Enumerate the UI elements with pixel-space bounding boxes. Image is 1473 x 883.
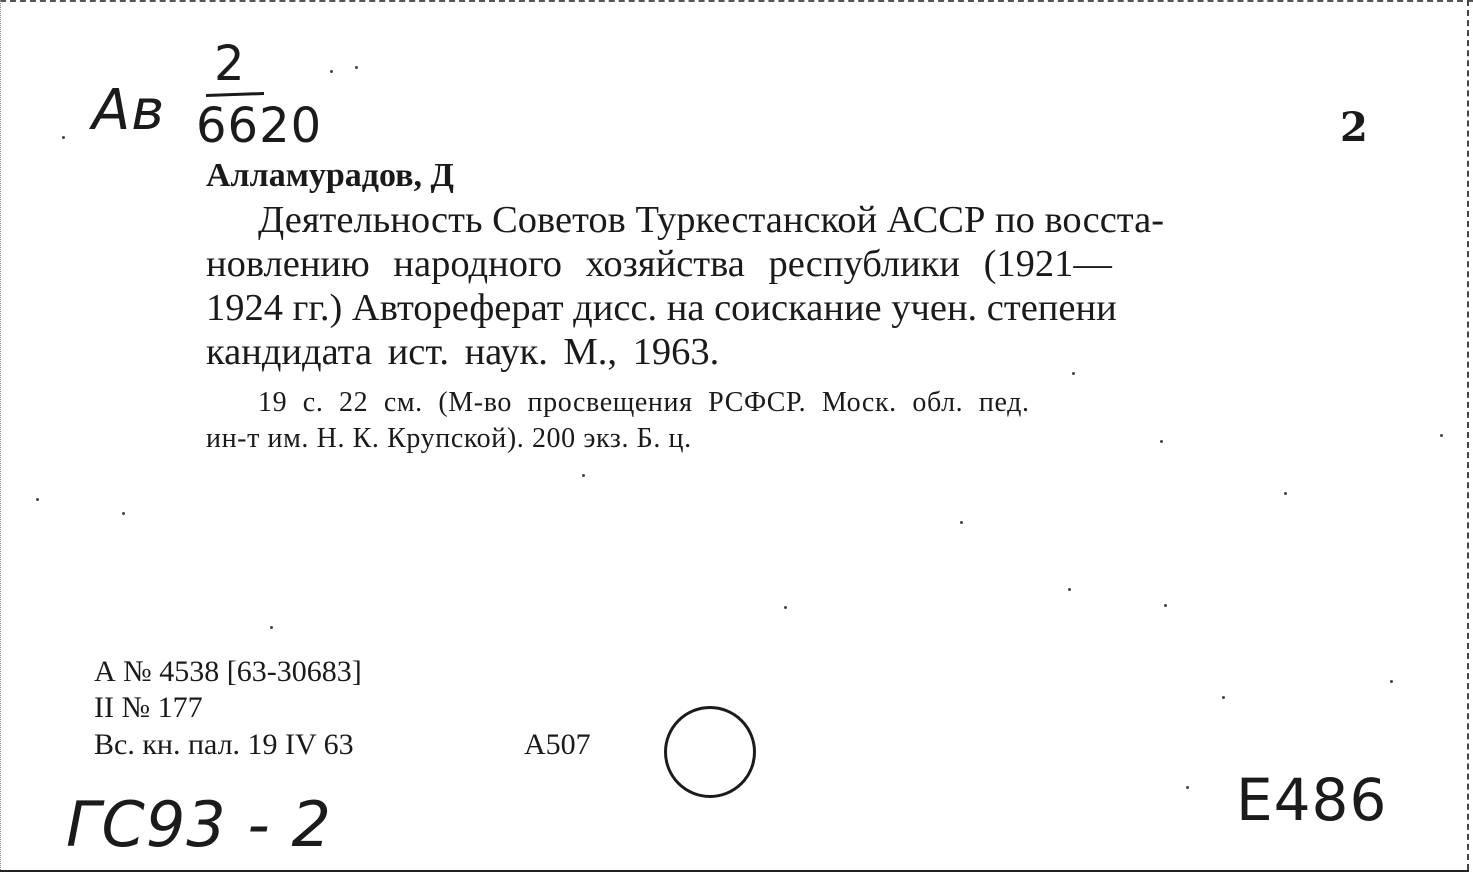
handwritten-note-left: ГС93 - 2: [66, 788, 332, 861]
scan-speck: [330, 70, 333, 73]
registration-code: А507: [524, 728, 591, 761]
scan-speck: [36, 498, 39, 501]
scan-speck: [960, 521, 963, 524]
shelfmark-denominator: 6620: [196, 98, 323, 154]
scan-speck: [1186, 786, 1189, 789]
card-right-edge: [1465, 0, 1469, 870]
scan-speck: [1222, 696, 1225, 699]
scan-speck: [1284, 492, 1287, 495]
scan-speck: [1390, 680, 1393, 683]
scan-speck: [122, 512, 125, 515]
shelfmark-fraction-rule: [206, 92, 264, 97]
scan-speck: [270, 626, 273, 629]
scan-speck: [582, 474, 585, 477]
shelfmark-numerator: 2: [214, 36, 246, 92]
scan-speck: [1072, 372, 1075, 375]
punch-hole-circle: [664, 706, 756, 798]
card-bottom-edge: [0, 870, 1469, 872]
scan-speck: [784, 606, 787, 609]
handwritten-note-right: Е486: [1236, 766, 1388, 834]
registration-line: А № 4538 [63-30683]: [94, 655, 362, 688]
title-line: 1924 гг.) Автореферат дисс. на соискание учен. степени: [206, 287, 1117, 329]
title-line: новлению народного хозяйства республики (1921—: [206, 243, 1112, 285]
registration-line: II № 177: [94, 691, 203, 724]
scan-speck: [1440, 434, 1443, 437]
card-top-edge: [0, 0, 1473, 8]
physical-description-line: 19 с. 22 см. (М-во просвещения РСФСР. Моск. обл. пед.: [258, 387, 1030, 418]
shelfmark-prefix: Ав: [92, 78, 166, 143]
card-number: 2: [1340, 104, 1368, 151]
registration-line: Вс. кн. пал. 19 IV 63: [94, 728, 354, 761]
scan-speck: [355, 66, 358, 69]
scan-speck: [1068, 588, 1071, 591]
title-line: Деятельность Советов Туркестанской АССР по восста-: [258, 199, 1165, 241]
scan-speck: [62, 136, 65, 139]
card-left-edge: [0, 0, 3, 870]
physical-description-line: ин-т им. Н. К. Крупской). 200 экз. Б. ц.: [206, 423, 692, 454]
author-heading: Алламурадов, Д: [206, 157, 454, 194]
scan-speck: [1164, 604, 1167, 607]
title-line: кандидата ист. наук. М., 1963.: [206, 331, 720, 373]
scan-speck: [1160, 440, 1163, 443]
